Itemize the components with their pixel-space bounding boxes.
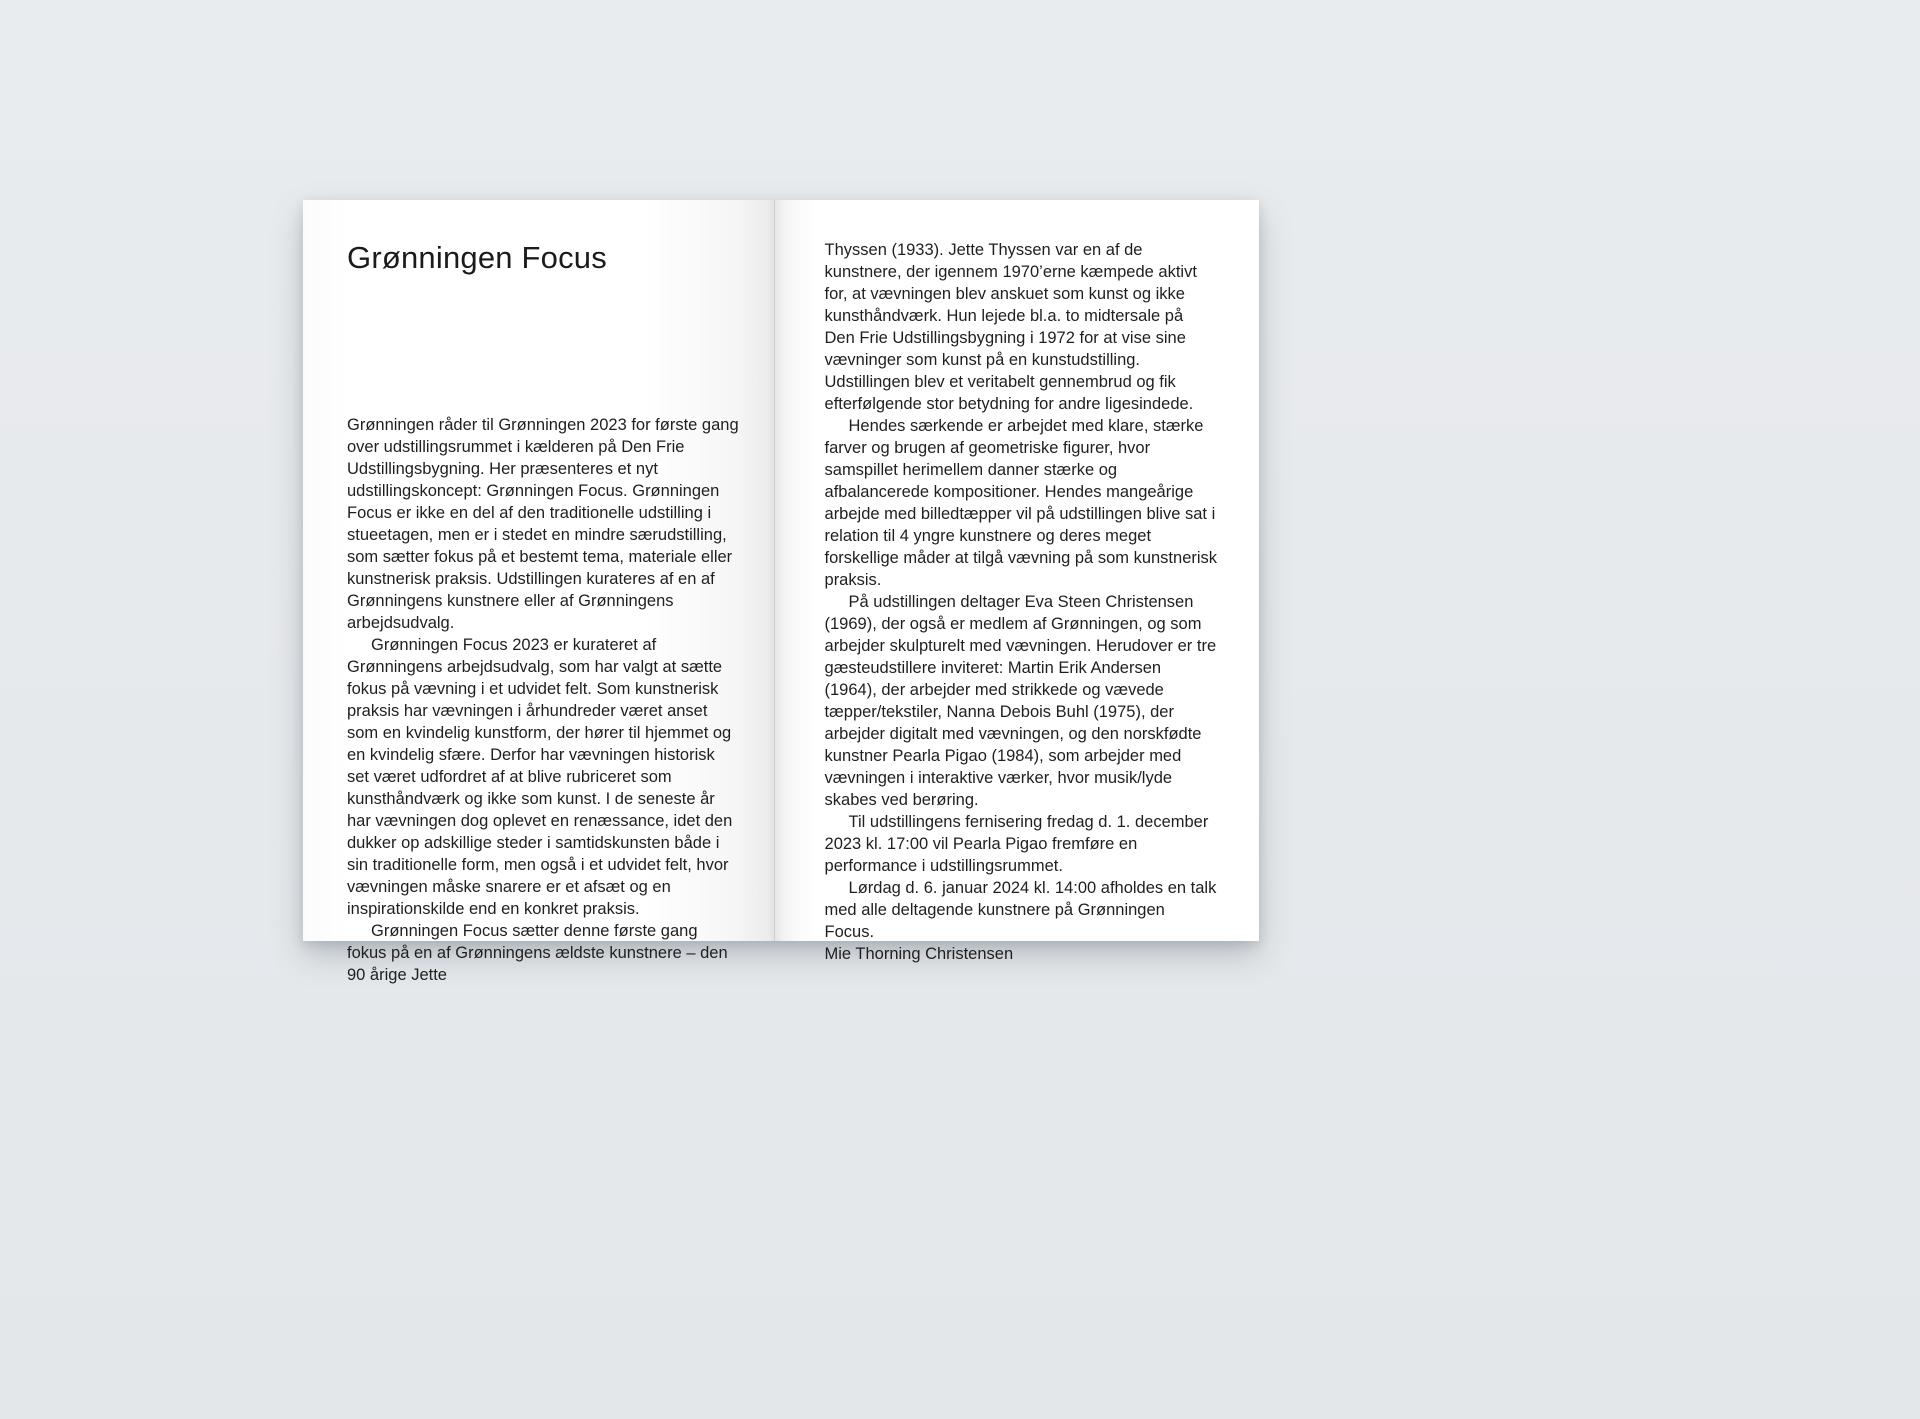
booklet-page-right (775, 200, 1260, 963)
body-paragraph: Grønningen Focus 2023 er kurateret af Grønningens arbejdsudvalg, som har valgt at sætte fokus på vævning i et udvidet felt. Som kunstnerisk praksis har vævningen i århundreder været anset som en kvindelig kunstform, der hører til hjemmet og en kvindelig sfære. Derfor har vævningen historisk set været udfordret af at blive rubriceret som kunsthåndværk og ikke som kunst. I de seneste år har vævningen dog oplevet en renæssance, idet den dukker op adskillige steder i samtidskunsten både i sin traditionelle form, men også i et udvidet felt, hvor vævningen måske snarere er et afsæt og en inspirationskilde end en konkret praksis. (347, 636, 733, 918)
author-signature: Mie Thorning Christensen (824, 945, 1014, 963)
booklet-page-left (303, 200, 774, 984)
body-paragraph: På udstillingen deltager Eva Steen Christensen (1969), der også er medlem af Grønningen, og som arbejder skulpturelt med vævningen. Herudover er tre gæsteudstillere inviteret: Martin Erik Andersen (1964), der arbejder med strikkede og vævede tæpper/tekstiler, Nanna Debois Buhl (1975), der arbejder digitalt med vævningen, og den norskfødte kunstner Pearla Pigao (1984), som arbejder med vævningen i interaktive værker, hvor musik/lyde skabes ved berøring. (824, 593, 1217, 809)
body-paragraph: Hendes særkende er arbejdet med klare, stærke farver og brugen af geometriske figurer, hvor samspillet herimellem danner stærke og afbalancerede kompositioner. Hendes mangeårige arbejde med billedtæpper vil på udstillingen blive sat i relation til 4 yngre kunstnere og deres meget forskellige måder at tilgå vævning på som kunstnerisk praksis. (824, 417, 1218, 589)
body-paragraph: Grønningen råder til Grønningen 2023 for første gang over udstillingsrummet i kælderen på Den Frie Udstillingsbygning. Her præsenteres et nyt udstillingskoncept: Grønningen Focus. Grønningen Focus er ikke en del af den traditionelle udstilling i stueetagen, men er i stedet en mindre særudstilling, som sætter fokus på et bestemt tema, materiale eller kunstnerisk praksis. Udstillingen kurateres af en af Grønningens kunstnere eller af Grønningens arbejdsudvalg. (347, 416, 739, 632)
body-paragraph: Thyssen (1933). Jette Thyssen var en af de kunstnere, der igennem 1970’erne kæmpede aktivt for, at vævningen blev anskuet som kunst og ikke kunsthåndværk. Hun lejede bl.a. to midtersale på Den Frie Udstillingsbygning i 1972 for at vise sine vævninger som kunst på en kunstudstilling. Udstillingen blev et veritabelt gennembrud og fik efterfølgende stor betydning for andre ligesindede. (824, 241, 1197, 413)
body-paragraph: Grønningen Focus sætter denne første gang fokus på en af Grønningens ældste kunstnere – den 90 årige Jette (347, 922, 728, 984)
right-page-body (825, 239, 1218, 965)
body-paragraph: Lørdag d. 6. januar 2024 kl. 14:00 afholdes en talk med alle deltagende kunstnere på Grønningen Focus. (824, 879, 1217, 941)
booklet-spread (303, 200, 1259, 984)
left-page-body (347, 414, 739, 986)
body-paragraph: Til udstillingens fernisering fredag d. 1. december 2023 kl. 17:00 vil Pearla Pigao fremføre en performance i udstillingsrummet. (824, 813, 1209, 875)
page-title: Grønningen Focus (347, 240, 607, 275)
